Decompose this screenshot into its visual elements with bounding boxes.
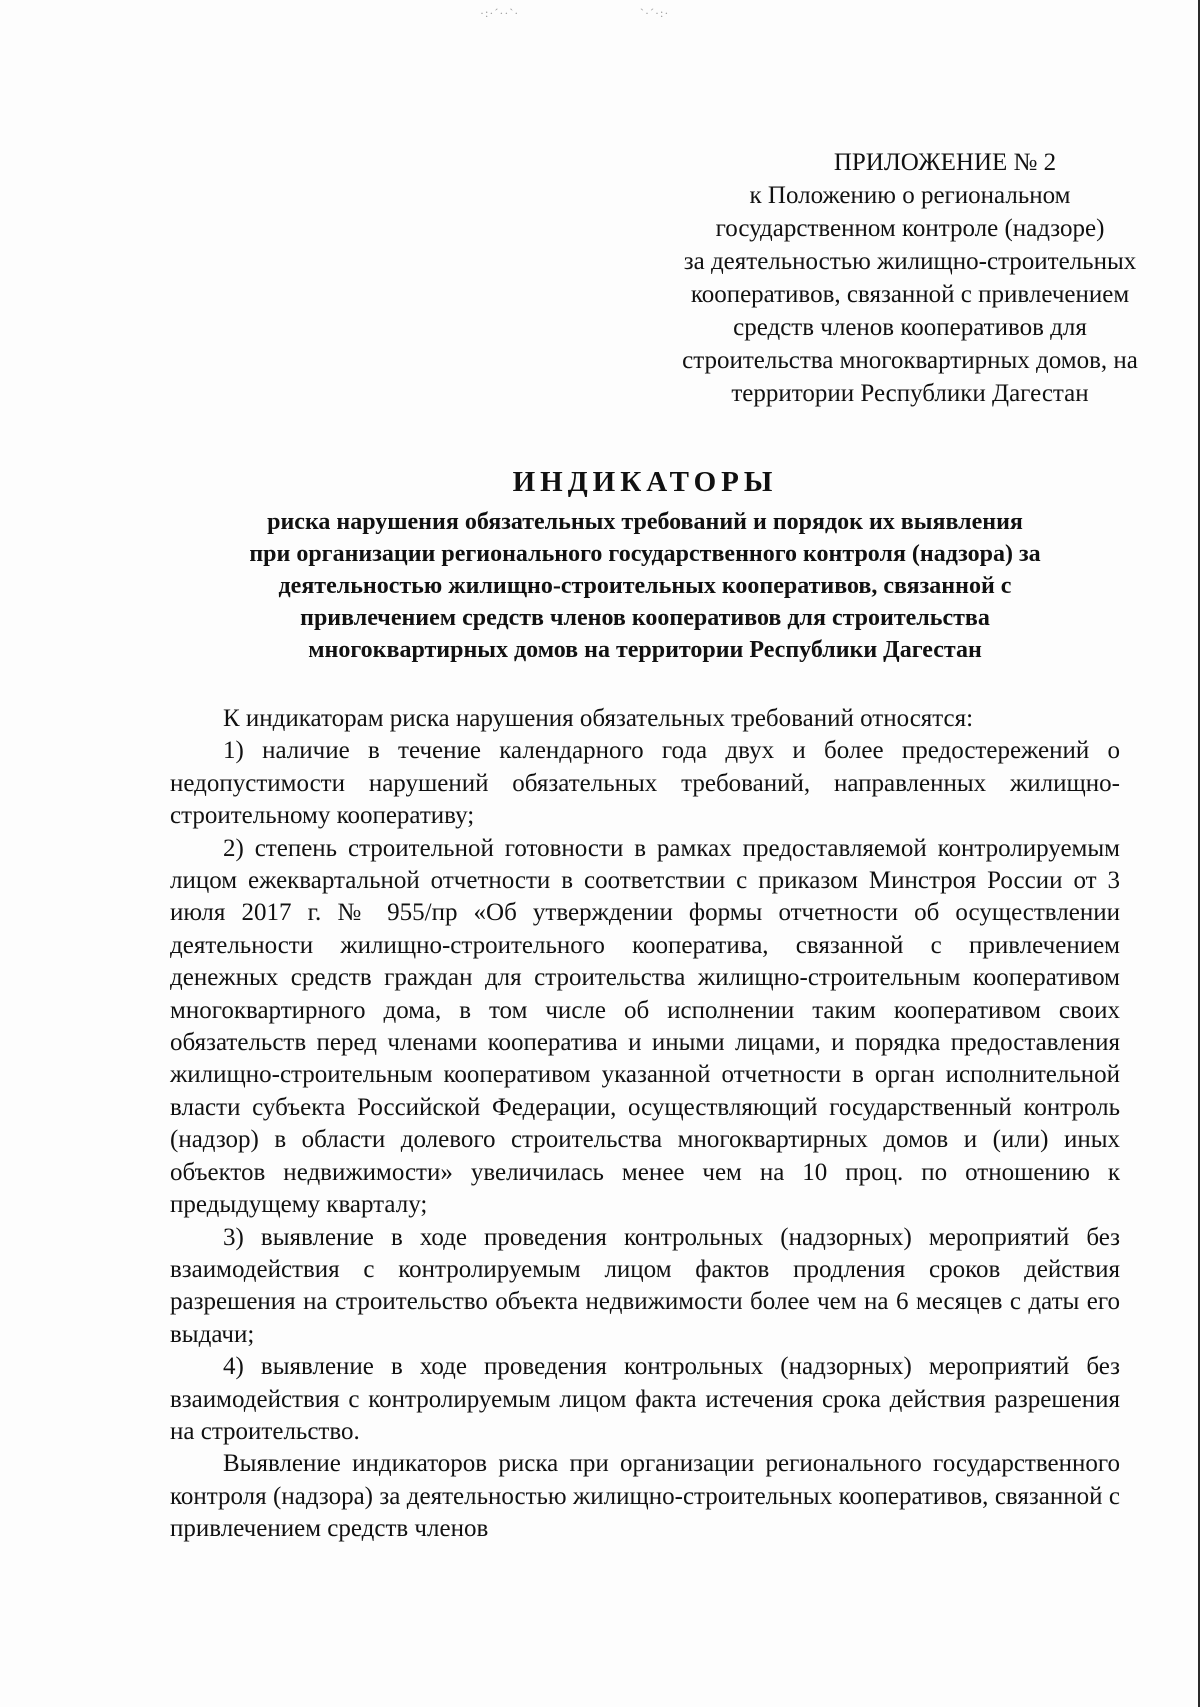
indicator-item-3: 3) выявление в ходе проведения контрольных (надзорных) мероприятий без взаимодействия с контролируемым лицом фактов продления сроков действия разрешения на строительство объекта недвижимости более чем на 6 месяцев с даты его выдачи; — [170, 1223, 1120, 1348]
appendix-header — [640, 146, 1180, 410]
appendix-line: средств членов кооперативов для — [733, 314, 1087, 341]
appendix-heading: ПРИЛОЖЕНИЕ № 2 — [833, 149, 1057, 176]
document-subtitle-line: привлечением средств членов кооперативов для строительства — [300, 605, 990, 631]
body-closing-paragraph: Выявление индикаторов риска при организации регионального государственного контроля (надзора) за деятельностью жилищно-строительных кооперативов, связанной с привлечением средств членов — [170, 1450, 1120, 1543]
indicator-item-2: 2) степень строительной готовности в рамках предоставляемой контролируемым лицом ежеквартальной отчетности в соответствии с приказом Минстроя России от 3 июля 2017 г. № 955/пр «Об утверждении формы отчетности об осуществлении деятельности жилищно-строительного кооператива, связанной с привлечением денежных средств граждан для строительства жилищно-строительным кооперативом многоквартирного дома, в том числе об исполнении таким кооперативом своих обязательств перед членами кооператива и иными лицами, и порядка предоставления жилищно-строительным кооперативом указанной отчетности в орган исполнительной власти субъекта Российской Федерации, осуществляющий государственный контроль (надзор) в области долевого строительства многоквартирных домов и (или) иных объектов недвижимости» увеличилась менее чем на 10 проц. по отношению к предыдущему кварталу; — [170, 834, 1120, 1219]
body-intro-paragraph: К индикаторам риска нарушения обязательных требований относятся: — [223, 705, 974, 732]
document-subtitle-line: многоквартирных домов на территории Республики Дагестан — [308, 637, 982, 663]
appendix-line: территории Республики Дагестан — [731, 380, 1089, 407]
document-subtitle-line: при организации регионального государственного контроля (надзора) за — [249, 541, 1041, 567]
scan-noise-mark: ·:·´··`· — [480, 6, 520, 20]
document-title-block — [165, 462, 1125, 666]
indicator-item-1: 1) наличие в течение календарного года двух и более предостережений о недопустимости нарушений обязательных требований, направленных жилищно-строительному кооперативу; — [170, 737, 1120, 830]
document-body — [170, 703, 1120, 1546]
appendix-line: к Положению о региональном — [749, 182, 1071, 209]
indicator-item-4: 4) выявление в ходе проведения контрольных (надзорных) мероприятий без взаимодействия с контролируемым лицом факта истечения срока действия разрешения на строительство. — [170, 1353, 1120, 1445]
document-subtitle-line: деятельностью жилищно-строительных кооперативов, связанной с — [278, 573, 1012, 599]
scan-noise-mark: `·´·:· — [640, 6, 670, 20]
appendix-line: за деятельностью жилищно-строительных — [683, 248, 1137, 275]
appendix-line: кооперативов, связанной с привлечением — [690, 281, 1130, 308]
appendix-line: строительства многоквартирных домов, на — [682, 347, 1138, 374]
appendix-line: государственном контроле (надзоре) — [715, 215, 1105, 242]
document-title: ИНДИКАТОРЫ — [512, 466, 778, 498]
document-subtitle-line: риска нарушения обязательных требований и порядок их выявления — [267, 509, 1023, 535]
